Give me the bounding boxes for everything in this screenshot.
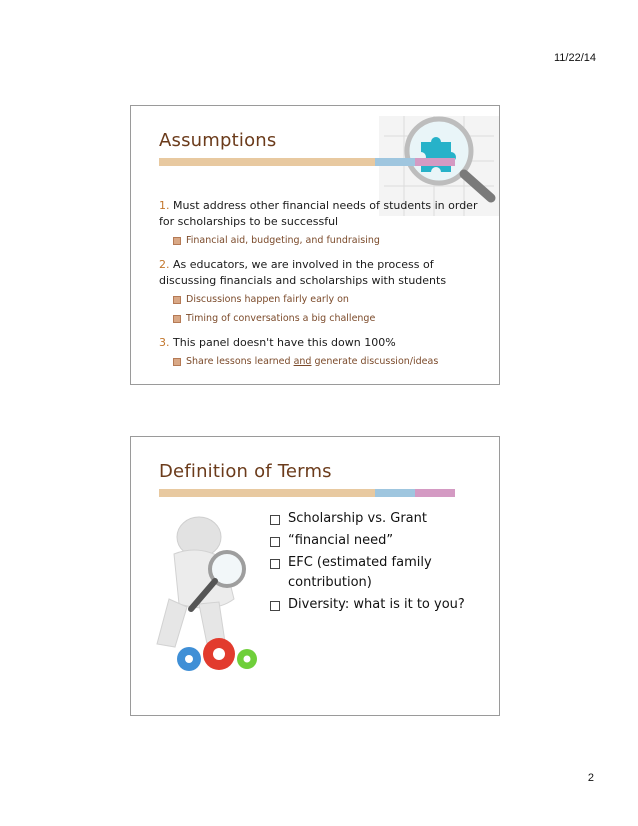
bullet-square-icon xyxy=(173,358,181,366)
sub-list-item: Share lessons learned and generate discussion/ideas xyxy=(173,353,479,370)
bullet-box-icon xyxy=(270,601,280,611)
page-date: 11/22/14 xyxy=(553,52,596,64)
list-item: “financial need” xyxy=(270,531,490,551)
slide-title: Assumptions xyxy=(159,130,277,151)
sub-list-item: Financial aid, budgeting, and fundraising xyxy=(173,232,479,249)
slide-assumptions xyxy=(130,105,500,385)
list-item: Diversity: what is it to you? xyxy=(270,595,490,615)
bullet-box-icon xyxy=(270,515,280,525)
list-item: 2. As educators, we are involved in the process of discussing financials and scholarships with students xyxy=(159,258,447,287)
list-item: 1. Must address other financial needs of students in order for scholarships to be successful xyxy=(159,199,478,228)
bullet-square-icon xyxy=(173,315,181,323)
assumptions-list xyxy=(159,198,479,372)
list-item: 3. This panel doesn't have this down 100% xyxy=(159,336,396,349)
bullet-square-icon xyxy=(173,237,181,245)
slide-definition-of-terms xyxy=(130,436,500,716)
bullet-square-icon xyxy=(173,296,181,304)
title-underline-bar xyxy=(159,158,455,166)
bullet-box-icon xyxy=(270,559,280,569)
terms-list xyxy=(270,509,490,617)
title-underline-bar xyxy=(159,489,455,497)
slide-title: Definition of Terms xyxy=(159,461,332,482)
list-item: EFC (estimated family contribution) xyxy=(270,553,490,593)
bullet-box-icon xyxy=(270,537,280,547)
sub-list-item: Timing of conversations a big challenge xyxy=(173,310,479,327)
sub-list-item: Discussions happen fairly early on xyxy=(173,291,479,308)
list-item: Scholarship vs. Grant xyxy=(270,509,490,529)
figure-magnifier-gears-icon xyxy=(139,509,269,679)
page-number: 2 xyxy=(587,772,594,784)
